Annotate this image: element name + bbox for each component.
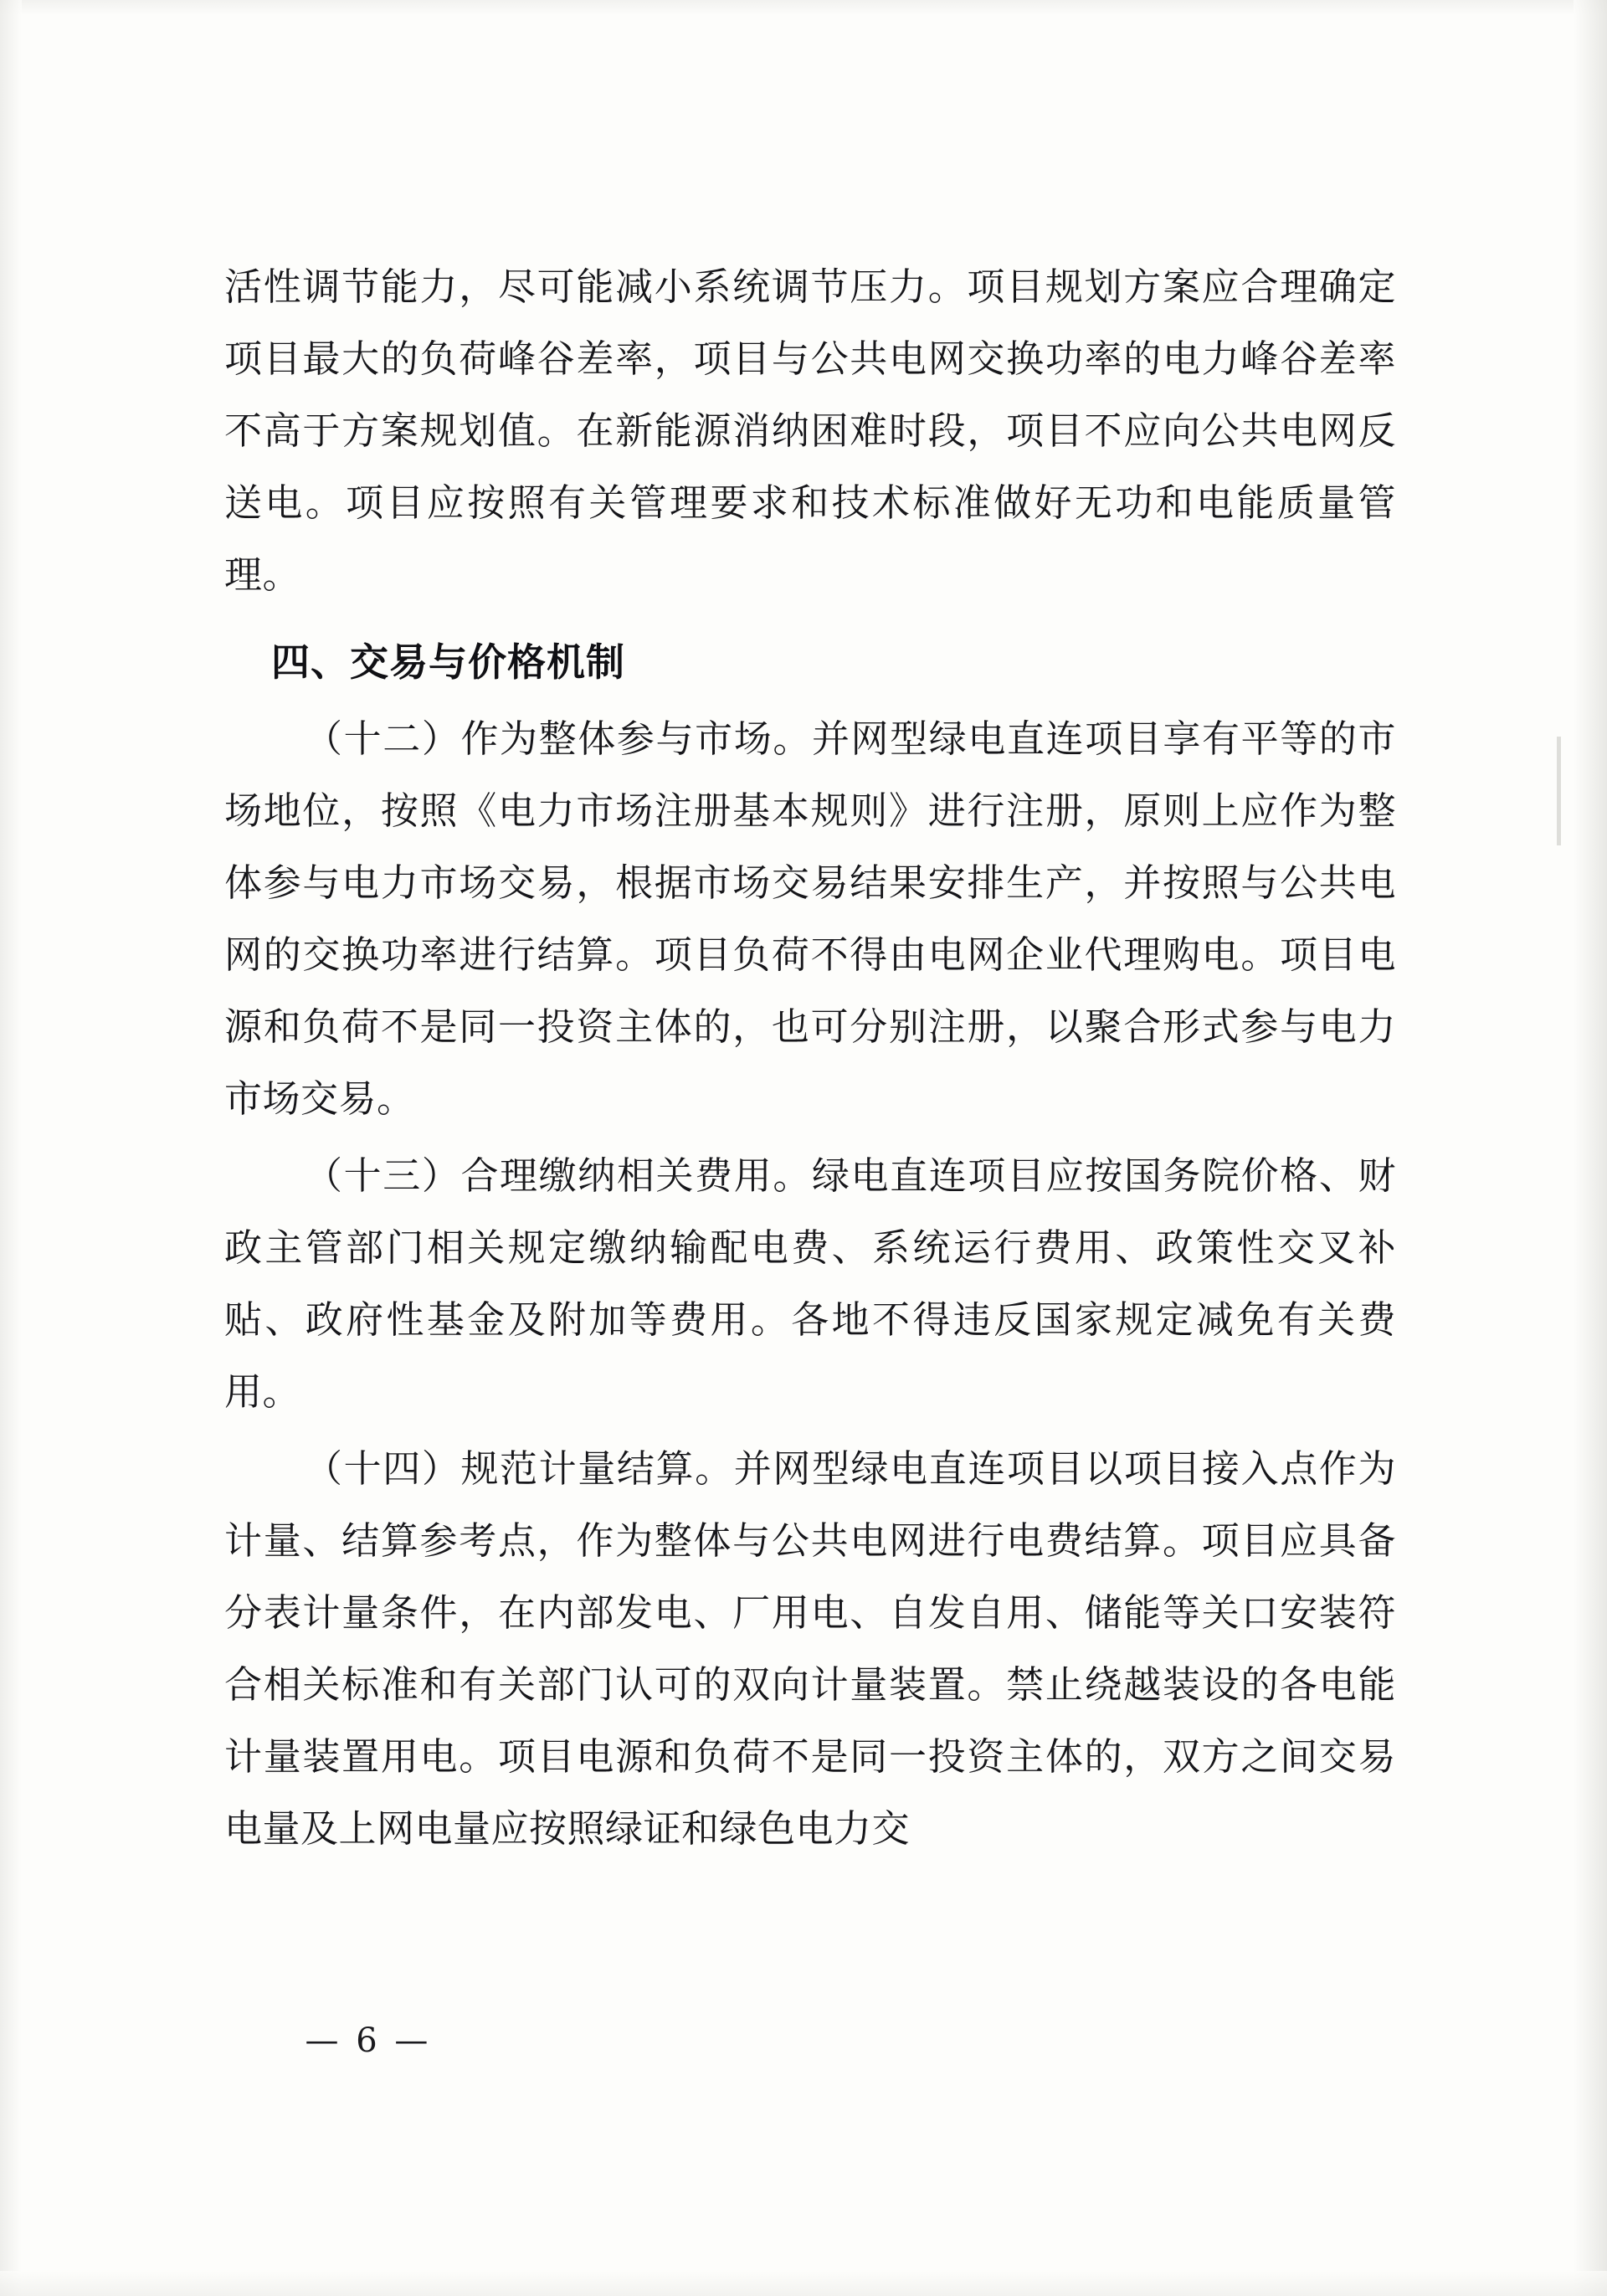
scan-edge-bottom bbox=[0, 2271, 1607, 2296]
section-heading-four: 四、交易与价格机制 bbox=[271, 639, 625, 685]
scan-edge-right bbox=[1574, 0, 1607, 2296]
scan-artifact-mark bbox=[1557, 737, 1561, 845]
scan-edge-left bbox=[0, 0, 22, 2296]
paragraph-continued: 活性调节能力，尽可能减小系统调节压力。项目规划方案应合理确定项目最大的负荷峰谷差率，项目与公共电网交换功率的电力峰谷差率不高于方案规划值。在新能源消纳困难时段，项目不应向公共电网反送电。项目应按照有关管理要求和技术标准做好无功和电能质量管理。 bbox=[224, 265, 1396, 597]
document-body bbox=[224, 251, 1396, 1870]
scan-edge-top bbox=[0, 0, 1607, 15]
paragraph-item-fourteen: （十四）规范计量结算。并网型绿电直连项目以项目接入点作为计量、结算参考点，作为整体与公共电网进行电费结算。项目应具备分表计量条件，在内部发电、厂用电、自发自用、储能等关口安装符合相关标准和有关部门认可的双向计量装置。禁止绕越装设的各电能计量装置用电。项目电源和负荷不是同一投资主体的，双方之间交易电量及上网电量应按照绿证和绿色电力交 bbox=[224, 1446, 1396, 1851]
page-number-label: — 6 — bbox=[305, 2021, 432, 2060]
paragraph-item-twelve: （十二）作为整体参与市场。并网型绿电直连项目享有平等的市场地位，按照《电力市场注册基本规则》进行注册，原则上应作为整体参与电力市场交易，根据市场交易结果安排生产，并按照与公共电网的交换功率进行结算。项目负荷不得由电网企业代理购电。项目电源和负荷不是同一投资主体的，也可分别注册，以聚合形式参与电力市场交易。 bbox=[224, 717, 1396, 1121]
page-number bbox=[0, 2021, 1607, 2060]
paragraph-item-thirteen: （十三）合理缴纳相关费用。绿电直连项目应按国务院价格、财政主管部门相关规定缴纳输配电费、系统运行费用、政策性交叉补贴、政府性基金及附加等费用。各地不得违反国家规定减免有关费用。 bbox=[224, 1153, 1396, 1414]
